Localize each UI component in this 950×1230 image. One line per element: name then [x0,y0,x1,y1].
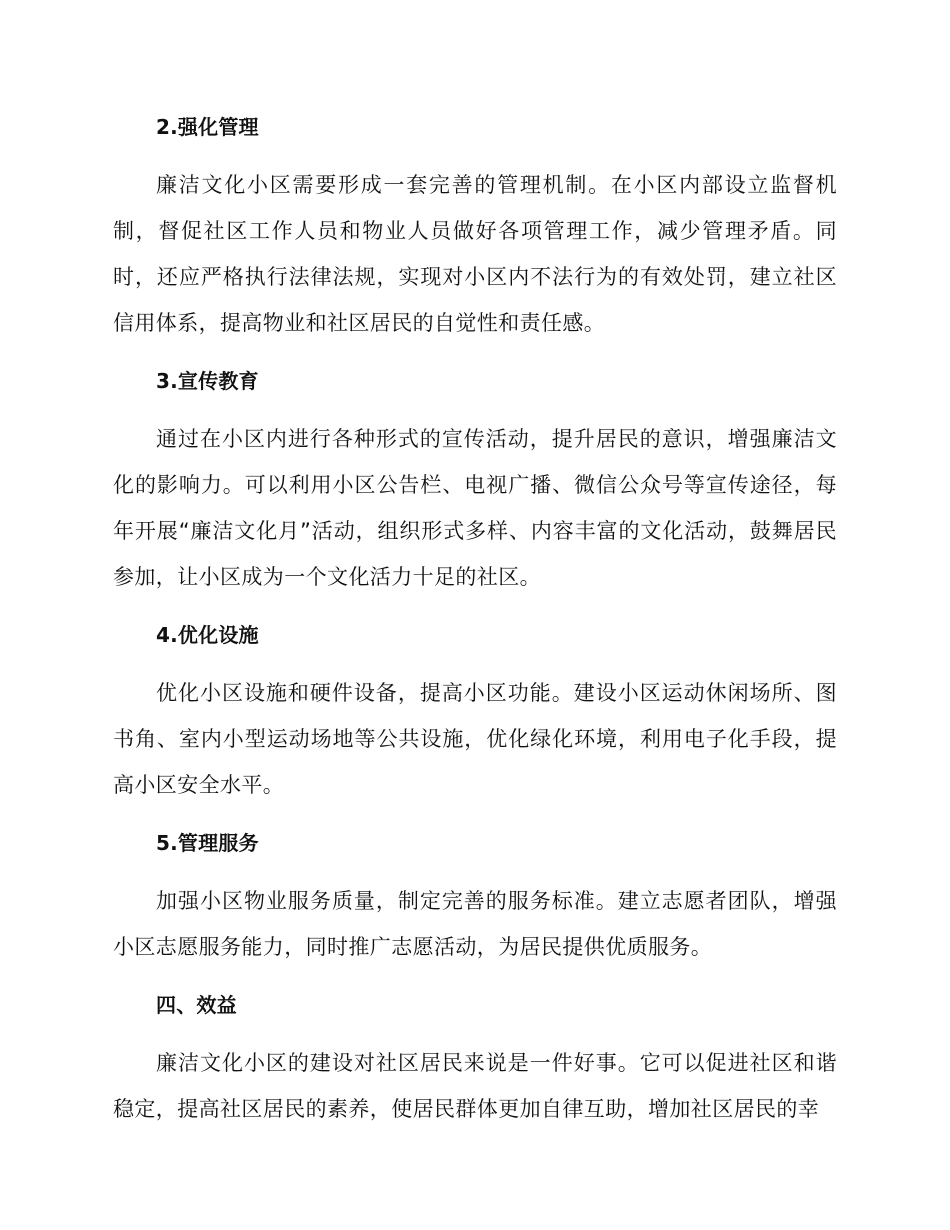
section-heading: 3.宣传教育 [156,369,259,393]
section-paragraph: 廉洁文化小区需要形成一套完善的管理机制。在小区内部设立监督机制，督促社区工作人员和物业人员做好各项管理工作，减少管理矛盾。同时，还应严格执行法律法规，实现对小区内不法行为的有效处罚，建立社区信用体系，提高物业和社区居民的自觉性和责任感。 [113,173,837,335]
section-heading: 4.优化设施 [156,623,259,647]
section-benefits [113,982,837,1132]
section-heading: 2.强化管理 [156,115,259,139]
section-management-service [113,820,837,970]
section-paragraph: 加强小区物业服务质量，制定完善的服务标准。建立志愿者团队，增强小区志愿服务能力，同时推广志愿活动，为居民提供优质服务。 [113,889,837,959]
section-heading: 四、效益 [156,993,237,1017]
section-paragraph: 通过在小区内进行各种形式的宣传活动，提升居民的意识，增强廉洁文化的影响力。可以利用小区公告栏、电视广播、微信公众号等宣传途径，每年开展“廉洁文化月”活动，组织形式多样、内容丰富的文化活动，鼓舞居民参加，让小区成为一个文化活力十足的社区。 [113,427,837,589]
document-page [113,104,837,1144]
section-strengthen-management [113,104,837,346]
section-publicity-education [113,358,837,600]
section-optimize-facilities [113,612,837,808]
section-heading: 5.管理服务 [156,831,259,855]
section-paragraph: 廉洁文化小区的建设对社区居民来说是一件好事。它可以促进社区和谐稳定，提高社区居民的素养，使居民群体更加自律互助，增加社区居民的幸 [113,1051,837,1121]
section-paragraph: 优化小区设施和硬件设备，提高小区功能。建设小区运动休闲场所、图书角、室内小型运动场地等公共设施，优化绿化环境，利用电子化手段，提高小区安全水平。 [113,681,837,797]
